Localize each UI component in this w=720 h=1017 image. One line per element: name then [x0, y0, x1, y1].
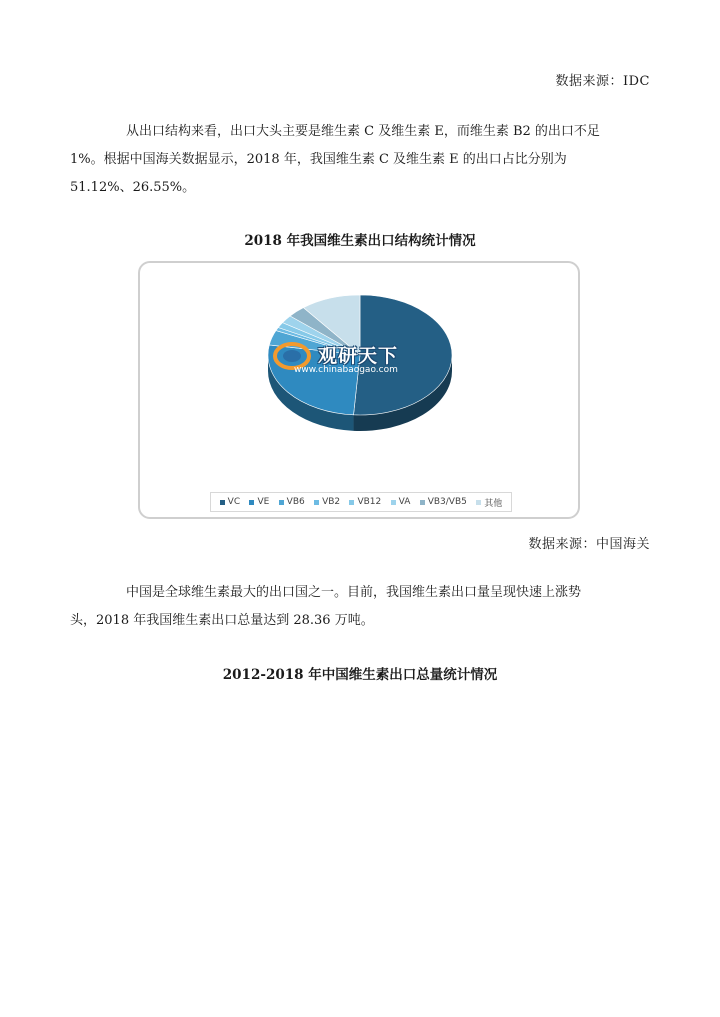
paragraph-export-volume — [70, 579, 650, 635]
source-note-idc: 数据来源：IDC — [555, 74, 650, 89]
legend-label: VA — [398, 497, 411, 507]
legend-item — [476, 496, 502, 509]
source-note-customs: 数据来源：中国海关 — [528, 537, 650, 552]
chart-title-export-volume: 2012-2018 年中国维生素出口总量统计情况 — [222, 667, 498, 683]
legend-item — [349, 497, 381, 507]
paragraph-line: 51.12%、26.55%。 — [70, 180, 196, 195]
chart-title-export-structure: 2018 年我国维生素出口结构统计情况 — [244, 233, 476, 249]
legend-item — [279, 497, 305, 507]
legend-label: VC — [227, 497, 241, 507]
legend-item — [391, 497, 411, 507]
paragraph-line: 1%。根据中国海关数据显示，2018 年，我国维生素 C 及维生素 E 的出口占比分别为 — [70, 152, 567, 167]
legend-label: 其他 — [484, 498, 503, 509]
paragraph-line: 头，2018 年我国维生素出口总量达到 28.36 万吨。 — [70, 613, 374, 628]
legend-swatch — [420, 500, 425, 505]
paragraph-line: 从出口结构来看，出口大头主要是维生素 C 及维生素 E，而维生素 B2 的出口不足 — [126, 124, 600, 139]
legend-swatch — [314, 500, 319, 505]
legend-label: VB3/VB5 — [427, 497, 467, 507]
watermark — [272, 339, 432, 379]
legend-item — [420, 497, 467, 507]
legend-label: VE — [257, 497, 270, 507]
legend-swatch — [349, 500, 354, 505]
legend-swatch — [476, 500, 481, 505]
legend-swatch — [279, 500, 284, 505]
legend-item — [249, 497, 269, 507]
legend-swatch — [391, 500, 396, 505]
watermark-url: www.chinabaogao.com — [294, 365, 398, 375]
legend-swatch — [249, 500, 254, 505]
chart-legend — [210, 492, 512, 512]
legend-item — [314, 497, 340, 507]
legend-swatch — [220, 500, 225, 505]
watermark-logo-text: 观研天下 — [318, 345, 399, 367]
legend-label: VB12 — [357, 497, 382, 507]
legend-label: VB2 — [322, 497, 341, 507]
legend-item — [220, 497, 240, 507]
paragraph-line: 中国是全球维生素最大的出口国之一。目前，我国维生素出口量呈现快速上涨势 — [126, 585, 582, 600]
legend-label: VB6 — [286, 497, 305, 507]
